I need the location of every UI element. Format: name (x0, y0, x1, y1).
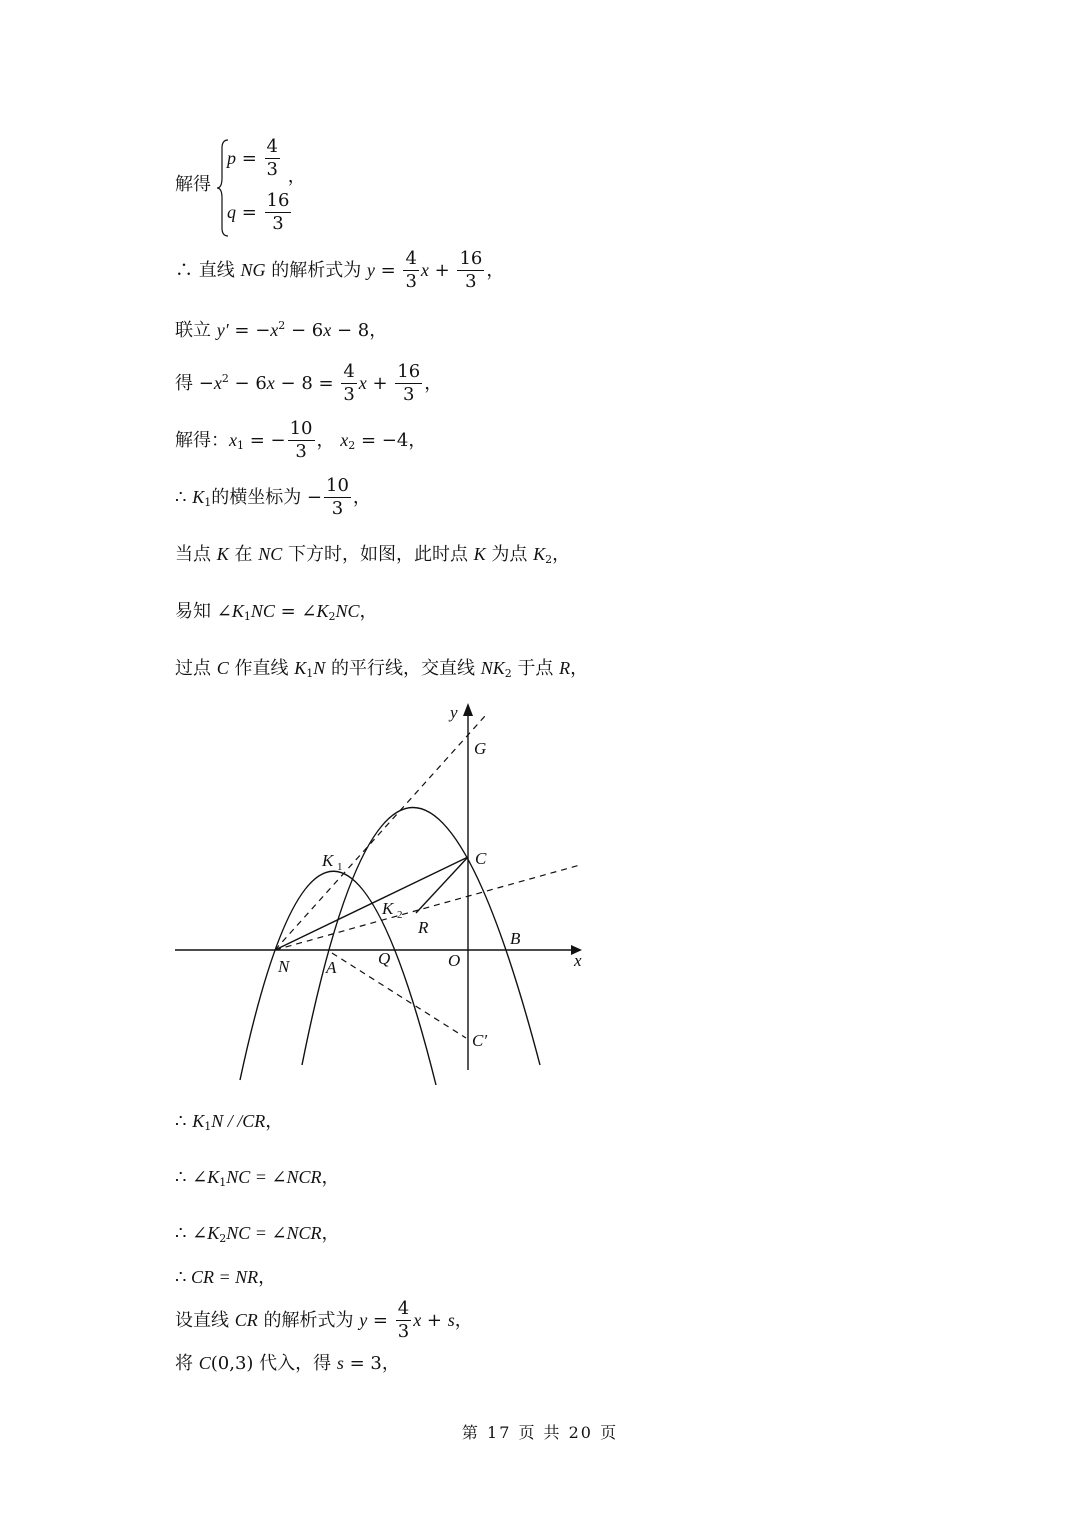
angle-eq1-line: ∴ $\angle K_1NC$ = ∠NCR， (175, 1167, 340, 1189)
line-ng-equation: ∴ 直线 NG 的解析式为 y = $\frac{4}{3}$ x + $\frac{16}{3}$ ， (175, 248, 505, 292)
label-k1-sub: 1 (337, 861, 343, 873)
q-fraction: $\frac{16}{3}$ (266, 190, 290, 234)
k1-abscissa-line: ∴ $K_1$的横坐标为 − $\frac{10}{3}$ ， (175, 475, 371, 519)
q-equation: q = $\frac{16}{3}$ (227, 190, 290, 234)
cr-equals-nr-line: ∴ CR = NR， (175, 1267, 277, 1288)
label-q: Q (378, 949, 391, 968)
y-axis-arrow-icon (463, 703, 473, 716)
roots-line: 解得：$x_1$ = − $\frac{10}{3}$ ， $x_2 = -4$， (175, 418, 427, 462)
segment-cr (416, 857, 468, 913)
label-r: R (418, 918, 429, 937)
substitute-line: 将 C(0,3) 代入，得 s = 3， (175, 1353, 400, 1374)
line-cr-equation: 设直线 CR 的解析式为 y = $\frac{4}{3}$ x + s， (175, 1298, 473, 1342)
label-o: O (448, 951, 461, 970)
label-n: N (278, 957, 290, 976)
label-x: x (574, 951, 582, 970)
label-g: G (474, 739, 487, 758)
easy-know-line: 易知 $\angle K_1NC$ = $\angle K_2NC$， (175, 601, 378, 623)
label-k1: K (322, 851, 334, 870)
label-k2: K (382, 899, 394, 918)
p-fraction: $\frac{4}{3}$ (266, 136, 278, 180)
label-b: B (510, 929, 521, 948)
parabola-left (240, 871, 436, 1085)
label-c: C (475, 849, 487, 868)
p-equation: p = $\frac{4}{3}$ ， (227, 136, 306, 187)
get-equation: 得 $-x^2 - 6x - 8$ = $\frac{4}{3}$ x + $\frac{16}{3}$ ， (175, 361, 443, 405)
line-ng-dashed (275, 716, 485, 950)
angle-eq2-line: ∴ $\angle K_2NC$ = ∠NCR， (175, 1223, 340, 1245)
when-below-line: 当点 K 在 NC 下方时，如图，此时点 K 为点 $K_2$， (175, 544, 571, 566)
through-c-line: 过点 C 作直线 $K_1N$ 的平行线，交直线 $NK_2$ 于点 R， (175, 658, 589, 680)
line-nk2-dashed (275, 865, 580, 950)
label-c-prime: C′ (472, 1031, 488, 1050)
segment-nc (275, 857, 468, 950)
label-k2-sub: 2 (397, 909, 403, 921)
line-ac-prime-dashed (332, 953, 466, 1038)
parabola-figure (170, 695, 600, 1090)
label-y: y (450, 703, 458, 722)
parallel-line: ∴ $K_1N / /CR$， (175, 1111, 284, 1133)
page-footer: 第 17 页 共 20 页 (461, 1423, 619, 1442)
label-a: A (326, 958, 337, 977)
solve-prefix: 解得 (175, 174, 211, 195)
join-equation: 联立 $y' = -x^2 - 6x - 8$， (175, 319, 388, 341)
